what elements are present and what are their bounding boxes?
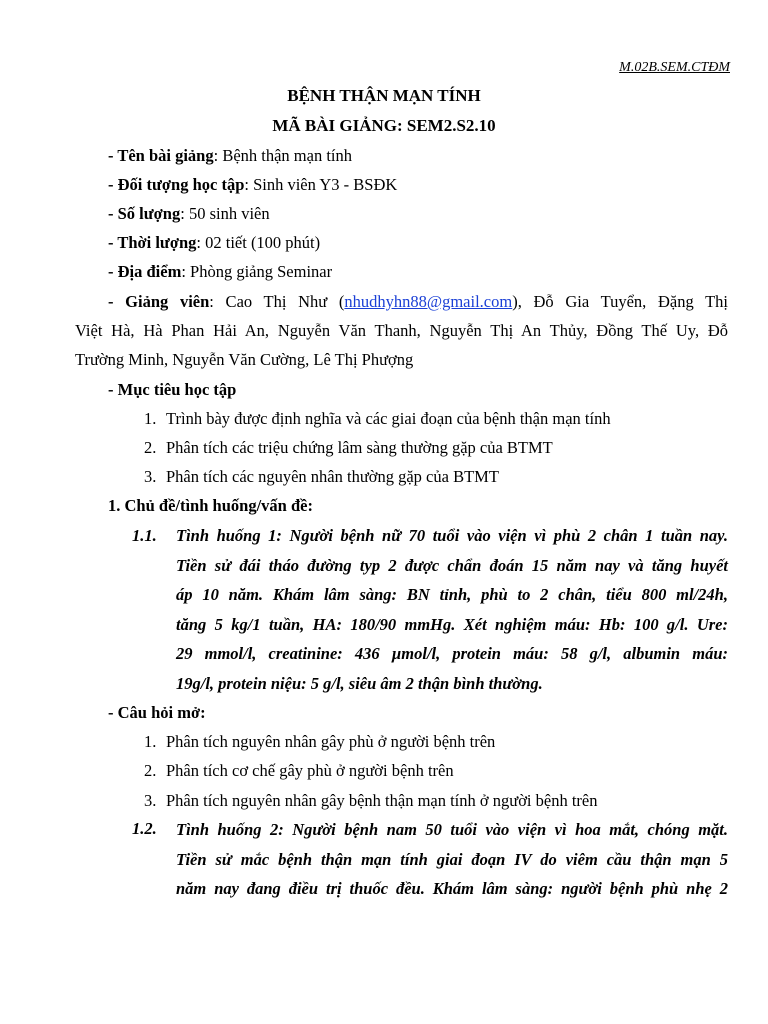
case-2-number: 1.2. [132,819,157,838]
location-line [108,257,728,287]
questions-heading [108,698,728,728]
document-code: M.02B.SEM.CTĐM [619,60,730,75]
lecturers-line-1 [108,287,728,317]
case-1-line: áp 10 năm. Khám lâm sàng: BN tỉnh, phù to 2 chân, tiểu 800 ml/24h, [176,585,728,604]
case-1-line: Tiền sử đái tháo đường typ 2 được chẩn đoán 15 năm nay và tăng huyết [176,555,728,575]
document-title: BỆNH THẬN MẠN TÍNH [287,86,481,105]
count-value: : 50 sinh viên [180,204,270,223]
count-line [108,199,728,229]
question-text: Phân tích nguyên nhân gây phù ở người bệnh trên [166,732,496,751]
duration-label: - Thời lượng [108,233,197,252]
count-label: - Số lượng [108,204,181,223]
question-item [144,727,728,757]
location-value: : Phòng giảng Seminar [181,262,333,281]
case-2-line: năm nay đang điều trị thuốc đều. Khám lâm sàng: người bệnh phù nhẹ 2 [176,879,728,898]
lecturer-email-link[interactable]: nhudhyhn88@gmail.com [344,292,513,311]
lecture-code-title: MÃ BÀI GIẢNG: SEM2.S2.10 [272,116,496,135]
question-num: 2. [144,761,157,780]
question-num: 1. [144,732,157,751]
case-1-line: Tình huống 1: Người bệnh nữ 70 tuổi vào viện vì phù 2 chân 1 tuần nay. [176,526,728,545]
question-text: Phân tích nguyên nhân gây bệnh thận mạn tính ở người bệnh trên [166,791,598,810]
objectives-heading [108,375,728,405]
questions-heading-text: - Câu hỏi mở: [108,703,206,722]
lecture-name-line [108,141,728,171]
objective-num: 2. [144,438,157,457]
case-1-text [176,521,728,698]
lecture-name-value: : Bệnh thận mạn tính [213,146,353,165]
audience-line [108,170,728,200]
lecturers-label: - Giảng viên [108,292,210,311]
case-2-line: Tiền sử mắc bệnh thận mạn tính giai đoạn IV do viêm cầu thận mạn 5 [176,849,728,869]
objective-text: Phân tích các triệu chứng lâm sàng thường gặp của BTMT [166,438,553,457]
objective-num: 1. [144,409,157,428]
duration-value: : 02 tiết (100 phút) [196,233,321,252]
lecturers-pre: : Cao Thị Như ( [209,292,345,311]
objective-text: Phân tích các nguyên nhân thường gặp của BTMT [166,467,499,486]
objective-num: 3. [144,467,157,486]
lecturers-line-2: Việt Hà, Hà Phan Hải An, Nguyễn Văn Thanh, Nguyễn Thị An Thủy, Đồng Thế Uy, Đỗ [75,321,728,340]
lecturers-post: ), Đỗ Gia Tuyển, Đặng Thị [512,292,728,311]
case-1-number: 1.1. [132,526,157,545]
lecture-name-label: - Tên bài giảng [108,146,214,165]
case-2-text [176,815,728,904]
audience-label: - Đối tượng học tập [108,175,245,194]
case-2-line: Tình huống 2: Người bệnh nam 50 tuổi vào viện vì hoa mắt, chóng mặt. [176,820,728,839]
objectives-heading-text: - Mục tiêu học tập [108,380,237,399]
case-1-line: tăng 5 kg/1 tuần, HA: 180/90 mmHg. Xét nghiệm máu: Hb: 100 g/l. Ure: [176,614,728,634]
objective-item [144,433,728,463]
question-item [144,756,728,786]
case-1-line: 29 mmol/l, creatinine: 436 µmol/l, protein máu: 58 g/l, albumin máu: [176,644,728,663]
question-item [144,786,728,816]
objective-text: Trình bày được định nghĩa và các giai đoạn của bệnh thận mạn tính [166,409,611,428]
question-num: 3. [144,791,157,810]
duration-line [108,228,728,258]
lecturers-line-3: Trường Minh, Nguyễn Văn Cường, Lê Thị Phượng [75,350,414,369]
case-1-line: 19g/l, protein niệu: 5 g/l, siêu âm 2 thận bình thường. [176,673,543,693]
objective-item [144,404,728,434]
location-label: - Địa điểm [108,262,182,281]
question-text: Phân tích cơ chế gây phù ở người bệnh trên [166,761,454,780]
audience-value: : Sinh viên Y3 - BSĐK [244,175,398,194]
objective-item [144,462,728,492]
section-heading: 1. Chủ đề/tình huống/vấn đề: [108,496,313,515]
